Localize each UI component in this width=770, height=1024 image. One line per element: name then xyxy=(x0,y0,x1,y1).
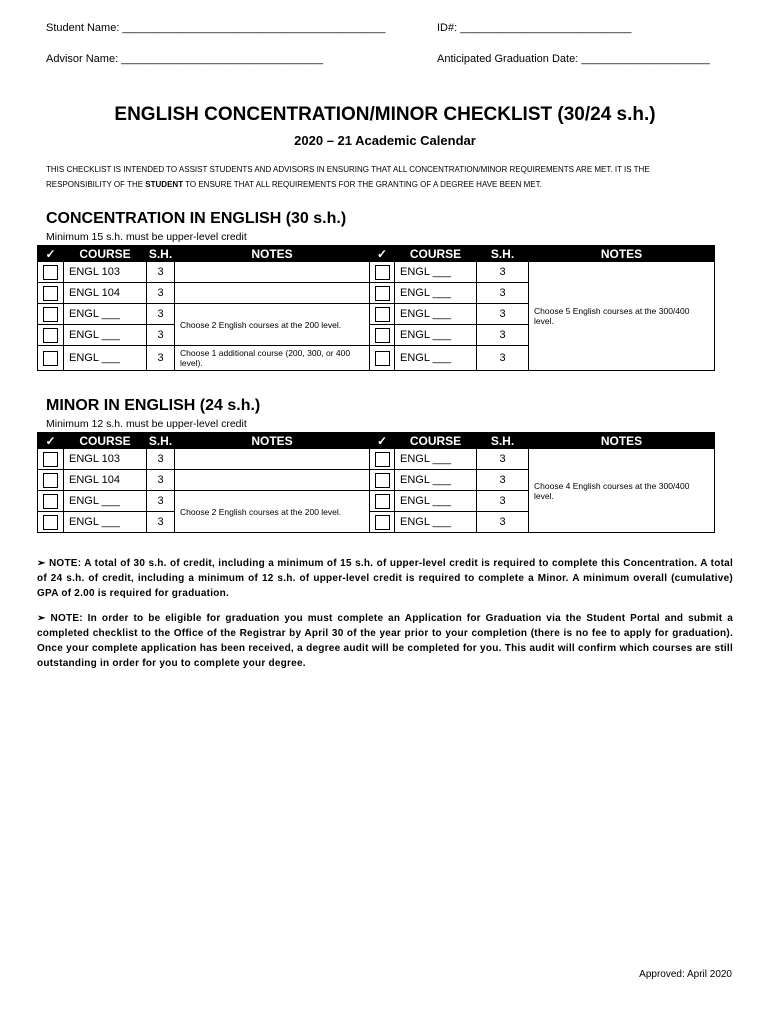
notes-header: NOTES xyxy=(529,246,715,262)
checkbox-cell xyxy=(38,346,64,371)
checkbox[interactable] xyxy=(43,328,58,343)
checkbox-cell xyxy=(370,304,395,325)
check-header: ✓ xyxy=(370,246,395,262)
notes-header: NOTES xyxy=(529,433,715,449)
check-header: ✓ xyxy=(38,246,64,262)
checkbox[interactable] xyxy=(375,351,390,366)
concentration-header-row xyxy=(38,246,715,262)
checkbox[interactable] xyxy=(375,286,390,301)
course-cell: ENGL ___ xyxy=(395,325,477,346)
checkbox[interactable] xyxy=(375,452,390,467)
page-subtitle: 2020 – 21 Academic Calendar xyxy=(294,133,476,148)
checkbox-cell xyxy=(370,262,395,283)
checkbox-cell xyxy=(370,491,395,512)
sh-cell: 3 xyxy=(477,304,529,325)
checkbox-cell xyxy=(38,283,64,304)
checkbox-cell xyxy=(38,304,64,325)
notes-cell: Choose 2 English courses at the 200 level. xyxy=(175,304,370,346)
intro-text xyxy=(46,162,736,192)
sh-cell: 3 xyxy=(477,262,529,283)
checkbox[interactable] xyxy=(43,265,58,280)
sh-header: S.H. xyxy=(477,246,529,262)
course-cell: ENGL ___ xyxy=(64,512,147,533)
page-title: ENGLISH CONCENTRATION/MINOR CHECKLIST (30/24 s.h.) xyxy=(114,104,656,125)
notes-cell xyxy=(175,283,370,304)
notes-cell: Choose 5 English courses at the 300/400 level. xyxy=(529,262,715,371)
checkbox[interactable] xyxy=(375,515,390,530)
minor-subnote: Minimum 12 s.h. must be upper-level credit xyxy=(46,418,247,430)
course-cell: ENGL ___ xyxy=(395,449,477,470)
table-row xyxy=(38,449,715,470)
course-cell: ENGL ___ xyxy=(395,512,477,533)
graduation-date-field[interactable]: Anticipated Graduation Date: _____________________ xyxy=(437,53,710,65)
intro-line-2-pre: RESPONSIBILITY OF THE xyxy=(46,180,146,189)
checkbox-cell xyxy=(370,346,395,371)
arrow-bullet-icon: ➢ xyxy=(37,558,46,569)
sh-cell: 3 xyxy=(477,491,529,512)
minor-heading: MINOR IN ENGLISH (24 s.h.) xyxy=(46,397,261,414)
sh-cell: 3 xyxy=(477,325,529,346)
check-header: ✓ xyxy=(370,433,395,449)
course-cell: ENGL ___ xyxy=(64,346,147,371)
course-cell: ENGL ___ xyxy=(395,304,477,325)
minor-header-row xyxy=(38,433,715,449)
intro-line-2-post: TO ENSURE THAT ALL REQUIREMENTS FOR THE GRANTING OF A DEGREE HAVE BEEN MET. xyxy=(183,180,542,189)
sh-header: S.H. xyxy=(147,433,175,449)
checkbox[interactable] xyxy=(43,473,58,488)
course-header: COURSE xyxy=(395,433,477,449)
course-header: COURSE xyxy=(395,246,477,262)
table-row xyxy=(38,262,715,283)
sh-cell: 3 xyxy=(147,262,175,283)
intro-student-emphasis: STUDENT xyxy=(145,180,184,189)
advisor-name-field[interactable]: Advisor Name: _________________________________ xyxy=(46,53,324,65)
course-cell: ENGL ___ xyxy=(64,304,147,325)
minor-table xyxy=(37,432,715,533)
checkbox[interactable] xyxy=(43,515,58,530)
notes-header: NOTES xyxy=(175,433,370,449)
checkbox-cell xyxy=(370,470,395,491)
course-cell: ENGL ___ xyxy=(395,491,477,512)
notes-header: NOTES xyxy=(175,246,370,262)
sh-cell: 3 xyxy=(147,304,175,325)
intro-line-1: THIS CHECKLIST IS INTENDED TO ASSIST STUDENTS AND ADVISORS IN ENSURING THAT ALL CONCENTRATION/MINOR REQUIREMENTS ARE MET. IT IS THE xyxy=(46,165,650,174)
sh-cell: 3 xyxy=(477,346,529,371)
check-header: ✓ xyxy=(38,433,64,449)
course-cell: ENGL ___ xyxy=(395,283,477,304)
checkbox[interactable] xyxy=(375,307,390,322)
concentration-heading: CONCENTRATION IN ENGLISH (30 s.h.) xyxy=(46,210,347,227)
concentration-table xyxy=(37,245,715,371)
sh-header: S.H. xyxy=(147,246,175,262)
checkbox-cell xyxy=(38,449,64,470)
checkbox-cell xyxy=(38,325,64,346)
notes-cell xyxy=(175,470,370,491)
course-cell: ENGL ___ xyxy=(64,491,147,512)
concentration-subnote: Minimum 15 s.h. must be upper-level credit xyxy=(46,231,247,243)
notes-cell: Choose 1 additional course (200, 300, or 400 level). xyxy=(175,346,370,371)
checkbox-cell xyxy=(370,449,395,470)
course-cell: ENGL ___ xyxy=(395,262,477,283)
course-cell: ENGL 104 xyxy=(64,470,147,491)
checkbox[interactable] xyxy=(375,265,390,280)
notes-cell xyxy=(175,449,370,470)
sh-cell: 3 xyxy=(477,470,529,491)
arrow-bullet-icon: ➢ xyxy=(37,613,46,624)
sh-cell: 3 xyxy=(477,449,529,470)
sh-header: S.H. xyxy=(477,433,529,449)
checkbox[interactable] xyxy=(375,494,390,509)
sh-cell: 3 xyxy=(147,346,175,371)
checkbox[interactable] xyxy=(375,473,390,488)
notes-cell: Choose 2 English courses at the 200 level. xyxy=(175,491,370,533)
id-field[interactable]: ID#: ____________________________ xyxy=(437,22,632,34)
course-cell: ENGL 103 xyxy=(64,262,147,283)
checkbox-cell xyxy=(370,283,395,304)
checkbox-cell xyxy=(38,470,64,491)
checkbox-cell xyxy=(370,512,395,533)
checkbox-cell xyxy=(38,262,64,283)
sh-cell: 3 xyxy=(477,283,529,304)
checkbox[interactable] xyxy=(43,286,58,301)
sh-cell: 3 xyxy=(477,512,529,533)
course-cell: ENGL ___ xyxy=(395,346,477,371)
course-cell: ENGL ___ xyxy=(64,325,147,346)
course-header: COURSE xyxy=(64,246,147,262)
course-header: COURSE xyxy=(64,433,147,449)
checkbox[interactable] xyxy=(43,307,58,322)
sh-cell: 3 xyxy=(147,491,175,512)
checkbox[interactable] xyxy=(43,452,58,467)
course-cell: ENGL ___ xyxy=(395,470,477,491)
approved-date: Approved: April 2020 xyxy=(639,969,732,980)
graduation-application-text: NOTE: In order to be eligible for graduation you must complete an Application for Graduation via the Student Portal and submit a completed checklist to the Office of the Registrar by April 30 of the year prior to your completion (there is no fee to apply for graduation). Once your complete application has been received, a degree audit will be completed for you. This audit will confirm which courses are still outstanding in order for you to complete your degree. xyxy=(37,613,734,669)
checkbox-cell xyxy=(370,325,395,346)
intro-line-2 xyxy=(46,177,736,192)
course-cell: ENGL 103 xyxy=(64,449,147,470)
notes-cell xyxy=(175,262,370,283)
checkbox[interactable] xyxy=(43,494,58,509)
sh-cell: 3 xyxy=(147,325,175,346)
course-cell: ENGL 104 xyxy=(64,283,147,304)
credit-requirements-text: NOTE: A total of 30 s.h. of credit, including a minimum of 15 s.h. of upper-level credit is required to complete this Concentration. A total of 24 s.h. of credit, including a minimum of 12 s.h. of upper-level credit is required to complete a Minor. A minimum overall (cumulative) GPA of 2.00 is required for graduation. xyxy=(37,558,734,599)
checkbox-cell xyxy=(38,491,64,512)
graduation-application-note xyxy=(37,611,733,671)
notes-cell: Choose 4 English courses at the 300/400 level. xyxy=(529,449,715,533)
sh-cell: 3 xyxy=(147,470,175,491)
sh-cell: 3 xyxy=(147,283,175,304)
student-name-field[interactable]: Student Name: ___________________________________________ xyxy=(46,22,386,34)
checkbox-cell xyxy=(38,512,64,533)
credit-requirements-note xyxy=(37,556,733,601)
checkbox[interactable] xyxy=(375,328,390,343)
checkbox[interactable] xyxy=(43,351,58,366)
sh-cell: 3 xyxy=(147,512,175,533)
sh-cell: 3 xyxy=(147,449,175,470)
